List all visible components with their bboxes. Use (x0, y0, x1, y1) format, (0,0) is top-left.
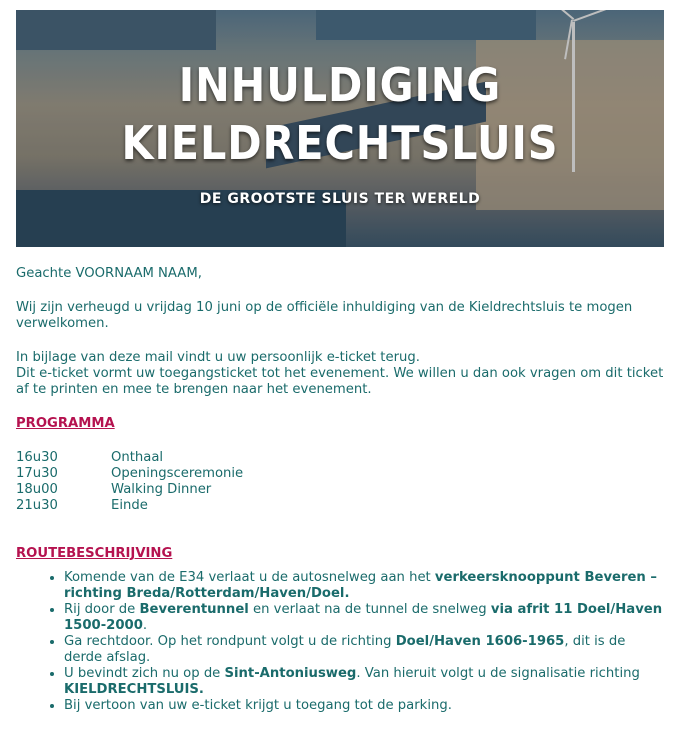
route-step-highlight: Doel/Haven 1606-1965 (395, 634, 565, 649)
programma-item (16, 482, 666, 498)
programma-time: 16u30 (16, 450, 58, 465)
route-step (64, 570, 666, 602)
programma-heading: PROGRAMMA (16, 416, 115, 431)
route-step-text: , dit is de derde afslag. (64, 634, 626, 665)
route-step (64, 666, 666, 698)
programma-label: Einde (111, 498, 148, 513)
banner-title-line1: INHULDIGING (178, 58, 502, 112)
programma-time: 18u00 (16, 482, 58, 497)
programma-label: Openingsceremonie (111, 466, 244, 481)
route-step (64, 698, 666, 714)
greeting: Geachte VOORNAAM NAAM, (16, 266, 202, 281)
route-step-text: Rij door de (64, 602, 140, 617)
route-step-text: Ga rechtdoor. Op het rondpunt volgt u de richting (64, 634, 396, 649)
route-list (16, 570, 666, 714)
programma-time: 17u30 (16, 466, 58, 481)
programma-label: Walking Dinner (111, 482, 212, 497)
route-step-text: . (142, 618, 148, 633)
route-step-text: . Van hieruit volgt u de signalisatie richting (356, 666, 640, 681)
route-step (64, 634, 666, 666)
route-step-highlight: KIELDRECHTSLUIS. (64, 682, 204, 697)
programma-list (16, 450, 666, 514)
ticket-line-2: Dit e-ticket vormt uw toegangsticket tot het evenement. We willen u dan ook vragen om dit ticket af te printen en mee te brengen naar het evenement. (16, 366, 664, 397)
programma-time: 21u30 (16, 498, 58, 513)
banner-title-line2: KIELDRECHTSLUIS (121, 116, 559, 170)
programma-item (16, 466, 666, 482)
route-step-text: en verlaat na de tunnel de snelweg (248, 602, 491, 617)
banner-subtitle: DE GROOTSTE SLUIS TER WERELD (199, 191, 481, 207)
programma-label: Onthaal (111, 450, 164, 465)
route-step-highlight: Sint-Antoniusweg (224, 666, 357, 681)
programma-item (16, 498, 666, 514)
route-step-text: Komende van de E34 verlaat u de autosnelweg aan het (64, 570, 435, 585)
route-step-text: Bij vertoon van uw e-ticket krijgt u toegang tot de parking. (64, 698, 452, 713)
route-step (64, 602, 666, 634)
intro-paragraph: Wij zijn verheugd u vrijdag 10 juni op de officiële inhuldiging van de Kieldrechtsluis te mogen verwelkomen. (16, 300, 633, 331)
route-step-highlight: Beverentunnel (139, 602, 249, 617)
route-step-highlight: verkeersknooppunt Beveren – richting Breda/Rotterdam/Haven/Doel. (64, 570, 658, 601)
route-step-highlight: via afrit 11 Doel/Haven 1500-2000 (64, 602, 663, 633)
header-banner (16, 10, 664, 247)
route-heading: ROUTEBESCHRIJVING (16, 546, 173, 561)
ticket-line-1: In bijlage van deze mail vindt u uw persoonlijk e-ticket terug. (16, 350, 420, 365)
programma-item (16, 450, 666, 466)
email-body (16, 266, 666, 714)
route-step-text: U bevindt zich nu op de (64, 666, 225, 681)
